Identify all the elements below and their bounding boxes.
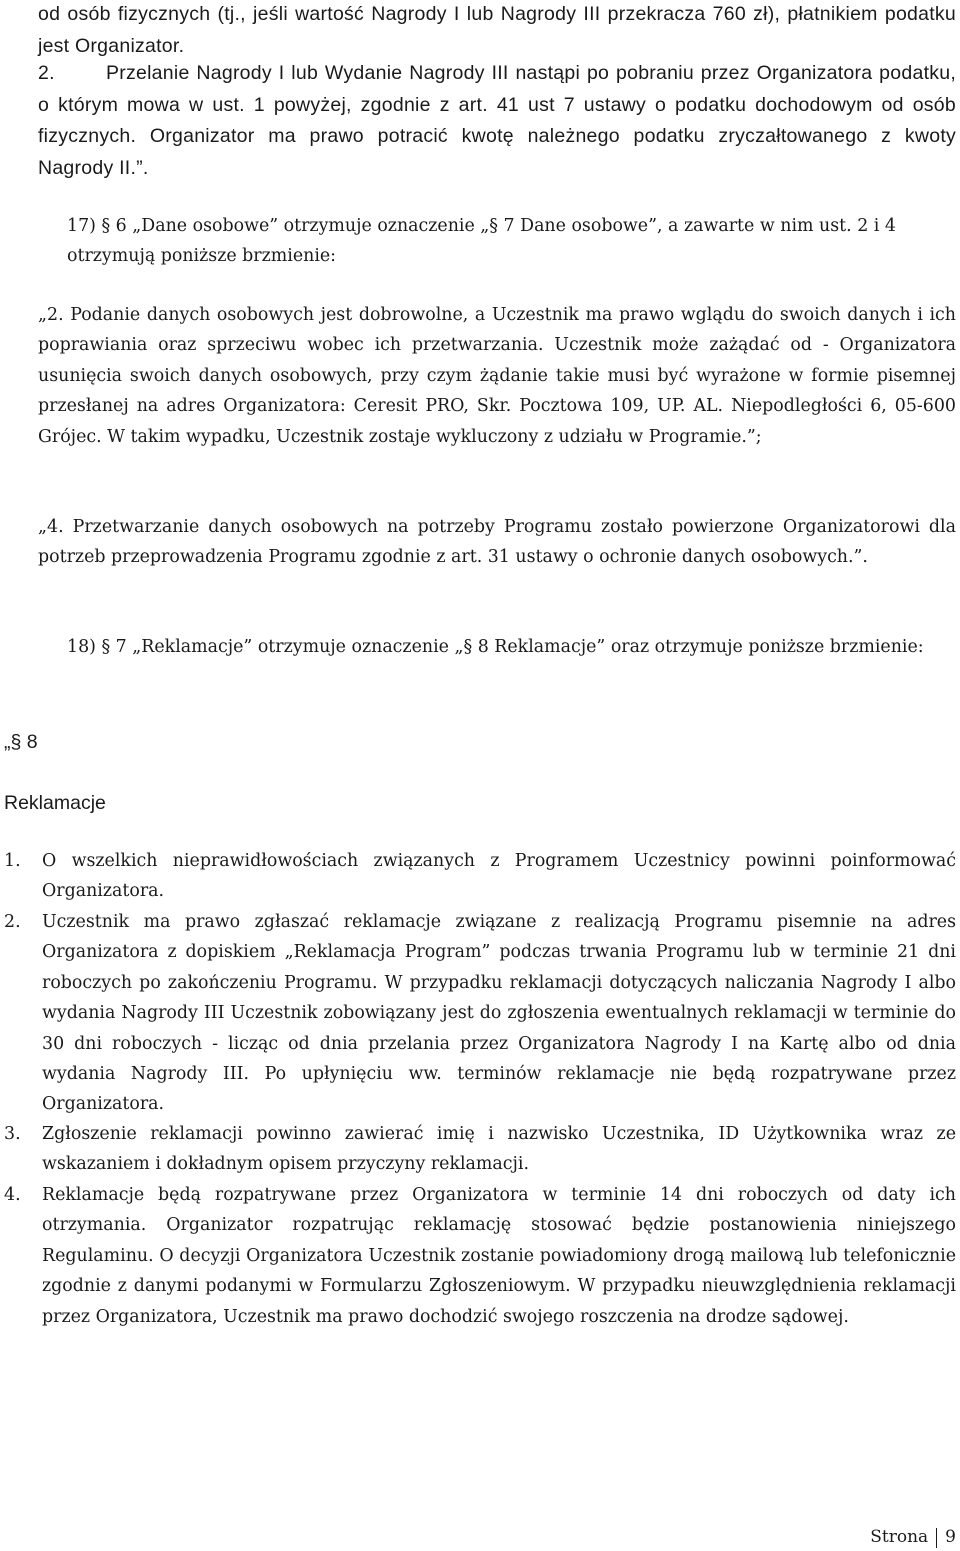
point-2-text: Przelanie Nagrody I lub Wydanie Nagrody III nastąpi po pobraniu przez Organizatora podatku, o którym mowa w ust. 1 powyżej, zgodnie z art. 41 ust 7 ustawy o podatku dochodowym od osób fizycznych. Organizator ma prawo potracić kwotę należnego podatku zryczałtowanego z kwoty Nagrody II.”. <box>38 62 956 179</box>
quote-paragraph-2: „2. Podanie danych osobowych jest dobrowolne, a Uczestnik ma prawo wglądu do swoich danych i ich poprawiania oraz sprzeciwu wobec ich przetwarzania. Uczestnik może zażądać od - Organizatora usunięcia swoich danych osobowych, przy czym żądanie takie musi być wyrażone w formie pisemnej przesłanej na adres Organizatora: Ceresit PRO, Skr. Pocztowa 109, UP. AL. Niepodległości 6, 05-600 Grójec. W takim wypadku, Uczestnik zostaje wykluczony z udziału w Programie.”; <box>38 305 956 447</box>
list-item-number: 2. <box>4 912 21 932</box>
list-item-number: 4. <box>4 1185 21 1205</box>
section-mark: „§ 8 <box>4 731 38 753</box>
section-title: Reklamacje <box>4 792 106 814</box>
list-item-number: 1. <box>4 851 21 871</box>
list-item-number: 3. <box>4 1124 21 1144</box>
page-number: 9 <box>945 1527 956 1547</box>
amendment-18: 18) § 7 „Reklamacje” otrzymuje oznaczenie „§ 8 Reklamacje” oraz otrzymuje poniższe brzmienie: <box>67 637 924 657</box>
list-item-text: Reklamacje będą rozpatrywane przez Organizatora w terminie 14 dni roboczych od daty ich otrzymania. Organizator rozpatrując reklamację stosować będzie postanowienia niniejszego Regulaminu. O decyzji Organizatora Uczestnik zostanie powiadomiony drogą mailową lub telefonicznie zgodnie z danymi podanymi w Formularzu Zgłoszeniowym. W przypadku nieuwzględnienia reklamacji przez Organizatora, Uczestnik ma prawo dochodzić swojego roszczenia na drodze sądowej. <box>42 1185 956 1327</box>
list-item-text: Uczestnik ma prawo zgłaszać reklamacje związane z realizacją Programu pisemnie na adres Organizatora z dopiskiem „Reklamacja Program” podczas trwania Programu lub w terminie 21 dni roboczych po zakończeniu Programu. W przypadku reklamacji dotyczących naliczania Nagrody I albo wydania Nagrody III Uczestnik zobowiązany jest do zgłoszenia ewentualnych reklamacji w terminie do 30 dni roboczych - licząc od dnia przelania przez Organizatora Nagrody I na Kartę albo od dnia wydania Nagrody III. Po upłynięciu ww. terminów reklamacje nie będą rozpatrywane przez Organizatora. <box>42 912 956 1115</box>
quote-paragraph-4: „4. Przetwarzanie danych osobowych na potrzeby Programu zostało powierzone Organizatorowi dla potrzeb przeprowadzenia Programu zgodnie z art. 31 ustawy o ochronie danych osobowych.”. <box>38 517 956 568</box>
footer-label: Strona <box>870 1527 929 1547</box>
top-paragraph: od osób fizycznych (tj., jeśli wartość Nagrody I lub Nagrody III przekracza 760 zł), płatnikiem podatku jest Organizator. <box>38 3 956 57</box>
amendment-17: 17) § 6 „Dane osobowe” otrzymuje oznaczenie „§ 7 Dane osobowe”, a zawarte w nim ust. 2 i 4 otrzymują poniższe brzmienie: <box>67 216 896 267</box>
page-footer <box>870 1526 956 1548</box>
footer-divider <box>936 1528 937 1548</box>
list-item-text: O wszelkich nieprawidłowościach związanych z Programem Uczestnicy powinni poinformować Organizatora. <box>42 851 956 902</box>
list-item-text: Zgłoszenie reklamacji powinno zawierać imię i nazwisko Uczestnika, ID Użytkownika wraz ze wskazaniem i dokładnym opisem przyczyny reklamacji. <box>42 1124 956 1175</box>
point-2-number: 2. <box>38 62 55 84</box>
